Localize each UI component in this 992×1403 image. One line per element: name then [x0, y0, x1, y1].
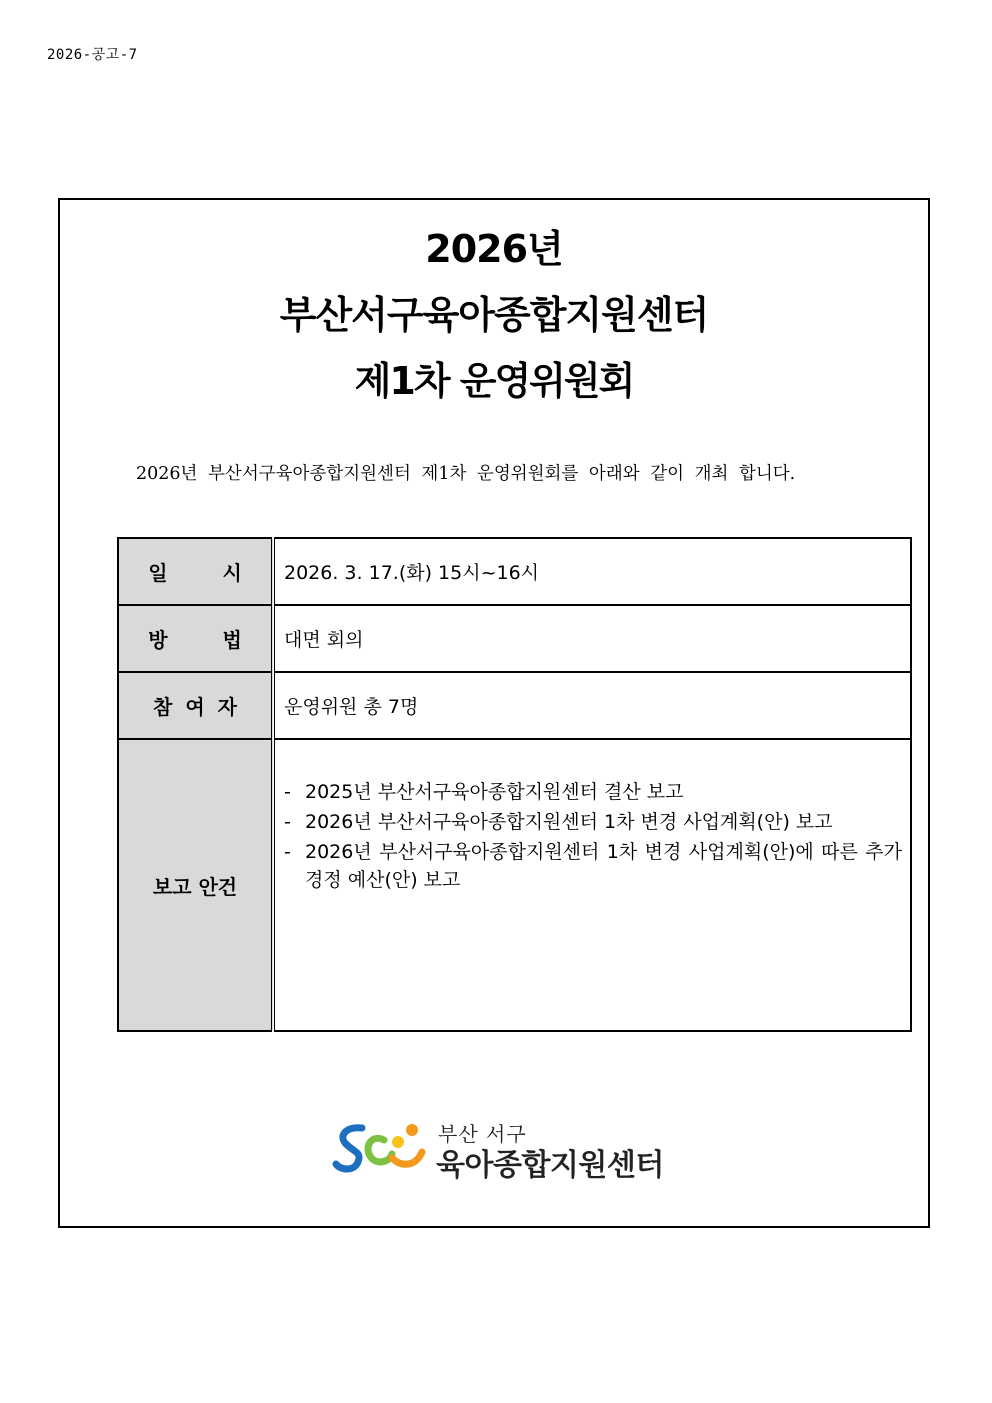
participants-value: 운영위원 총 7명	[273, 672, 911, 739]
participants-label-text: 참 여 자	[153, 695, 237, 719]
method-label-text: 방 법	[148, 628, 242, 652]
agenda-item-text: 2026년 부산서구육아종합지원센터 1차 변경 사업계획(안)에 따른 추가 경정 예산(안) 보고	[305, 841, 902, 891]
method-label	[118, 605, 273, 672]
table-row-method	[118, 605, 911, 672]
table-row-agenda	[118, 739, 911, 1031]
logo-main-text: 육아종합지원센터	[436, 1148, 664, 1183]
logo-top-text: 부산 서구	[438, 1122, 527, 1146]
agenda-item-text: 2025년 부산서구육아종합지원센터 결산 보고	[305, 781, 684, 803]
agenda-item-text: 2026년 부산서구육아종합지원센터 1차 변경 사업계획(안) 보고	[305, 811, 833, 833]
notice-frame	[58, 198, 930, 1228]
date-value: 2026. 3. 17.(화) 15시~16시	[273, 538, 911, 605]
meeting-info-table	[117, 537, 912, 1032]
date-label	[118, 538, 273, 605]
agenda-value	[273, 739, 911, 1031]
table-row-date	[118, 538, 911, 605]
title-year: 2026년	[425, 227, 563, 271]
bullet-dash: -	[284, 811, 291, 833]
table-row-participants	[118, 672, 911, 739]
method-value: 대면 회의	[273, 605, 911, 672]
title-organization: 부산서구육아종합지원센터	[279, 293, 709, 337]
organization-logo	[332, 1116, 672, 1182]
date-label-text: 일 시	[148, 561, 242, 585]
bullet-dash: -	[284, 841, 291, 863]
agenda-item	[284, 778, 902, 806]
document-number: 2026-공고-7	[47, 47, 138, 63]
logo-mark-icon	[332, 1118, 432, 1180]
agenda-list	[284, 778, 902, 894]
agenda-label: 보고 안건	[118, 739, 273, 1031]
bullet-dash: -	[284, 781, 291, 803]
agenda-item	[284, 808, 902, 836]
participants-label	[118, 672, 273, 739]
intro-text: 2026년 부산서구육아종합지원센터 제1차 운영위원회를 아래와 같이 개최 합니다.	[136, 464, 796, 484]
title-meeting: 제1차 운영위원회	[354, 359, 634, 403]
agenda-item	[284, 838, 902, 894]
